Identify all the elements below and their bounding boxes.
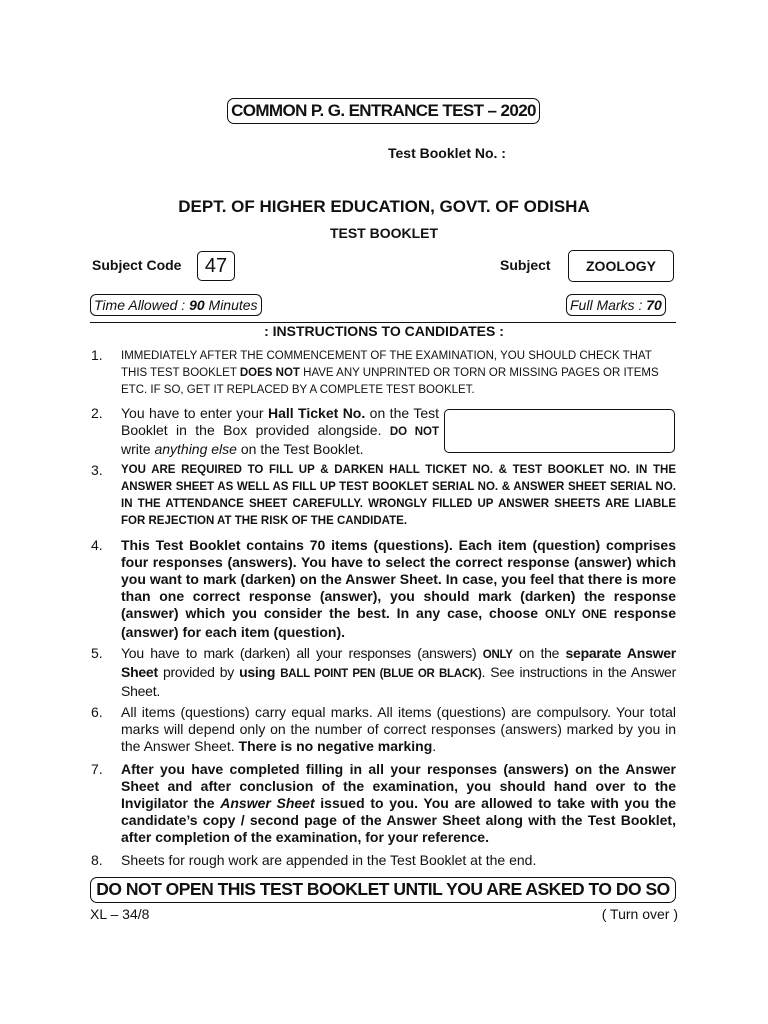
item-5-number: 5. (91, 645, 103, 661)
item-5-text-d: separate Answer Sheet (121, 645, 677, 680)
item-4-text-a: This Test Booklet contains 70 items (questions). Each item (question) comprises four responses (answers). You have to select the correct response (answer) which you want to mark (darken) on the Answer Sheet. In case, you feel that there is more than one correct response (answer), you should mark (darken) the response (answer) which you consider the best. In any case, choose (121, 537, 676, 621)
item-2-text-a: You have to enter your (121, 405, 268, 421)
item-5-text-i: . See instructions in the Answer Sheet. (121, 664, 677, 699)
item-5-text-f: using (239, 664, 276, 680)
item-2-text-g: on the Test Booklet. (236, 441, 364, 457)
item-5-text-b: ONLY (482, 649, 513, 661)
subject-label: Subject (500, 257, 551, 273)
time-allowed-value: 90 (189, 297, 205, 313)
booklet-number-label: Test Booklet No. : (388, 145, 506, 161)
item-4-number: 4. (91, 537, 103, 553)
instruction-item-1 (121, 348, 676, 399)
booklet-heading: TEST BOOKLET (329, 225, 439, 241)
time-allowed-unit: Minutes (204, 297, 258, 313)
hall-ticket-entry-box[interactable] (444, 409, 675, 453)
item-2-text-b: Hall Ticket No. (267, 405, 366, 421)
item-5-text-a: You have to mark (darken) all your responses (answers) (121, 645, 483, 661)
full-marks-label: Full Marks : (570, 297, 647, 313)
instruction-item-6 (121, 704, 676, 755)
instruction-item-5 (121, 645, 676, 700)
subject-code-box: 47 (197, 251, 235, 281)
department-heading: DEPT. OF HIGHER EDUCATION, GOVT. OF ODISHA (178, 197, 590, 216)
item-7-number: 7. (91, 761, 103, 777)
do-not-open-warning: DO NOT OPEN THIS TEST BOOKLET UNTIL YOU ARE ASKED TO DO SO (90, 877, 676, 903)
item-5-text-h: BALL POINT PEN (BLUE OR BLACK) (280, 668, 482, 680)
item-2-text-f: anything else (154, 441, 237, 457)
item-1-text-c: HAVE ANY UNPRINTED OR TORN OR MISSING PAGES OR ITEMS ETC. IF SO, GET IT REPLACED BY A COMPLETE TEST BOOKLET. (121, 367, 659, 396)
subject-code-label: Subject Code (92, 257, 182, 273)
item-4-text-c: response (answer) for each item (question). (121, 605, 676, 640)
turn-over-note: ( Turn over ) (601, 906, 678, 922)
instruction-item-7 (121, 761, 676, 846)
item-3-number: 3. (91, 462, 103, 478)
instruction-item-3: YOU ARE REQUIRED TO FILL UP & DARKEN HALL TICKET NO. & TEST BOOKLET NO. IN THE ANSWER SHEET AS WELL AS FILL UP TEST BOOKLET SERIAL NO. & ANSWER SHEET SERIAL NO. IN THE ATTENDANCE SHEET CAREFULLY. WRONGLY FILLED UP ANSWER SHEETS ARE LIABLE FOR REJECTION AT THE RISK OF THE CANDIDATE. (121, 464, 676, 527)
item-2-text-d: DO NOT (389, 426, 439, 438)
item-7-text-b: Answer Sheet (220, 795, 315, 811)
item-5-text-c: on the (512, 645, 566, 661)
full-marks (566, 294, 666, 316)
time-allowed-label: Time Allowed : (94, 297, 190, 313)
item-7-text-c: issued to you. You are allowed to take with you the candidate’s copy / second page of the Answer Sheet along with the Test Booklet, after completion of the examination, for your reference. (121, 795, 676, 845)
full-marks-value: 70 (646, 297, 662, 313)
item-8-number: 8. (91, 852, 103, 868)
instruction-item-8: Sheets for rough work are appended in the Test Booklet at the end. (121, 852, 537, 868)
instructions-heading: : INSTRUCTIONS TO CANDIDATES : (264, 323, 504, 339)
item-1-number: 1. (91, 347, 103, 363)
exam-title: COMMON P. G. ENTRANCE TEST – 2020 (227, 98, 540, 124)
item-2-text-c: on the Test Booklet in the Box provided alongside. (121, 405, 439, 438)
time-allowed (90, 294, 262, 316)
subject-name-box: ZOOLOGY (568, 250, 674, 282)
item-4-text-b: ONLY ONE (544, 609, 607, 621)
item-6-text-c: . (432, 738, 437, 754)
item-6-text-b: There is no negative marking (238, 738, 433, 754)
instruction-item-2 (121, 405, 439, 458)
booklet-code: XL – 34/8 (90, 906, 150, 922)
item-6-number: 6. (91, 704, 103, 720)
instruction-item-4 (121, 537, 676, 641)
item-2-text-e: write (121, 441, 155, 457)
item-6-text-a: All items (questions) carry equal marks. All items (questions) are compulsory. Your total marks will depend only on the number of correct responses (answers) marked by you in the Answer Sheet. (121, 704, 676, 754)
item-1-text-b: DOES NOT (239, 367, 300, 379)
item-5-text-e: provided by (157, 664, 240, 680)
item-2-number: 2. (91, 405, 103, 421)
item-1-text-a: IMMEDIATELY AFTER THE COMMENCEMENT OF THE EXAMINATION, YOU SHOULD CHECK THAT THIS TEST BOOKLET (121, 350, 652, 379)
item-7-text-a: After you have completed filling in all your responses (answers) on the Answer Sheet and after conclusion of the examination, you should hand over to the Invigilator the (121, 761, 676, 811)
